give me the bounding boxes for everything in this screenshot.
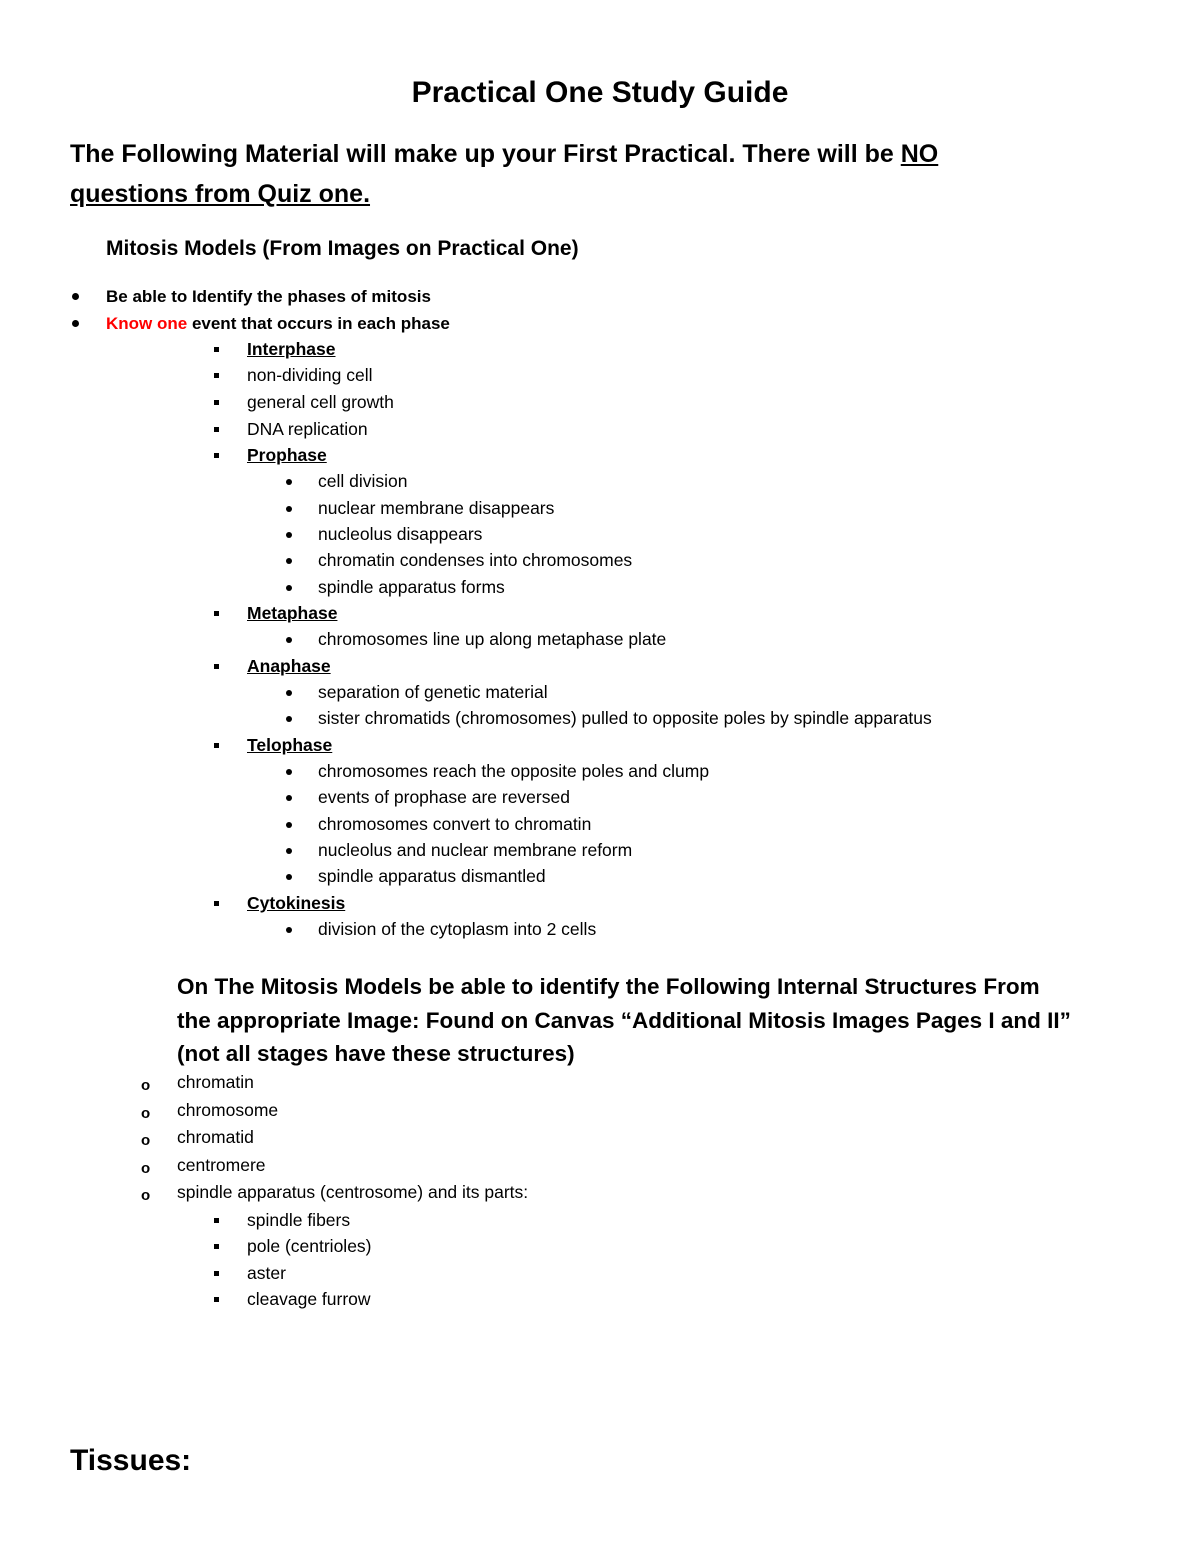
anaphase-item: separation of genetic material <box>318 682 548 702</box>
structure-item: chromatin <box>177 1072 254 1092</box>
phase-anaphase: Anaphase <box>247 656 331 676</box>
circle-bullet-icon: o <box>141 1160 151 1177</box>
telophase-item: chromosomes convert to chromatin <box>318 814 592 834</box>
cytokinesis-item: division of the cytoplasm into 2 cells <box>318 919 597 939</box>
interphase-item: DNA replication <box>247 419 368 439</box>
bullet-dot-icon <box>286 874 292 880</box>
structures-heading-line-1: On The Mitosis Models be able to identify the Following Internal Structures From <box>177 974 1040 999</box>
structure-item: chromatid <box>177 1127 254 1147</box>
prophase-item: cell division <box>318 471 408 491</box>
phase-telophase: Telophase <box>247 735 333 755</box>
bullet-dot-icon <box>286 848 292 854</box>
bullet-dot-icon <box>286 479 292 485</box>
bullet-identify-phases: Be able to Identify the phases of mitosis <box>106 287 431 306</box>
bullet-know-one <box>106 315 450 332</box>
prophase-item: nucleolus disappears <box>318 524 483 544</box>
know-one-highlight: Know one <box>106 314 188 333</box>
structures-heading-line-2: the appropriate Image: Found on Canvas “Additional Mitosis Images Pages I and II” <box>177 1008 1071 1033</box>
intro-text-2: questions from Quiz one. <box>70 180 371 208</box>
telophase-item: events of prophase are reversed <box>318 787 570 807</box>
spindle-part-item: cleavage furrow <box>247 1289 371 1309</box>
phase-metaphase: Metaphase <box>247 603 338 623</box>
phase-cytokinesis: Cytokinesis <box>247 893 346 913</box>
circle-bullet-icon: o <box>141 1132 151 1149</box>
telophase-item: spindle apparatus dismantled <box>318 866 546 886</box>
circle-bullet-icon: o <box>141 1077 151 1094</box>
bullet-dot-icon <box>286 558 292 564</box>
square-bullet-icon <box>214 1244 219 1249</box>
bullet-dot-icon <box>286 637 292 643</box>
bullet-dot-icon <box>286 716 292 722</box>
intro-no-emphasis: NO <box>900 140 939 168</box>
spindle-part-item: aster <box>247 1263 286 1283</box>
structures-heading-line-3: (not all stages have these structures) <box>177 1041 575 1066</box>
square-bullet-icon <box>214 901 219 906</box>
circle-bullet-icon: o <box>141 1187 151 1204</box>
bullet-dot-icon <box>286 532 292 538</box>
square-bullet-icon <box>214 611 219 616</box>
square-bullet-icon <box>214 453 219 458</box>
metaphase-item: chromosomes line up along metaphase plate <box>318 629 667 649</box>
phase-interphase: Interphase <box>247 339 336 359</box>
intro-line-1 <box>70 142 938 167</box>
bullet-dot-icon <box>286 585 292 591</box>
anaphase-item: sister chromatids (chromosomes) pulled to opposite poles by spindle apparatus <box>318 708 932 728</box>
interphase-item: general cell growth <box>247 392 394 412</box>
square-bullet-icon <box>214 1271 219 1276</box>
structure-item: spindle apparatus (centrosome) and its parts: <box>177 1182 529 1202</box>
tissues-heading: Tissues: <box>70 1444 192 1477</box>
square-bullet-icon <box>214 664 219 669</box>
square-bullet-icon <box>214 743 219 748</box>
square-bullet-icon <box>214 373 219 378</box>
square-bullet-icon <box>214 400 219 405</box>
bullet-dot-icon <box>72 293 79 300</box>
circle-bullet-icon: o <box>141 1105 151 1122</box>
bullet-dot-icon <box>286 927 292 933</box>
interphase-item: non-dividing cell <box>247 365 373 385</box>
square-bullet-icon <box>214 347 219 352</box>
page-title: Practical One Study Guide <box>411 76 789 109</box>
section-heading: Mitosis Models (From Images on Practical One) <box>106 237 579 260</box>
intro-line-2 <box>70 182 370 207</box>
bullet-dot-icon <box>286 690 292 696</box>
bullet-dot-icon <box>286 795 292 801</box>
phase-prophase: Prophase <box>247 445 327 465</box>
intro-text: The Following Material will make up your First Practical. There will be <box>70 140 901 168</box>
structure-item: chromosome <box>177 1100 279 1120</box>
prophase-item: nuclear membrane disappears <box>318 498 555 518</box>
square-bullet-icon <box>214 427 219 432</box>
telophase-item: nucleolus and nuclear membrane reform <box>318 840 633 860</box>
bullet-dot-icon <box>286 506 292 512</box>
prophase-item: spindle apparatus forms <box>318 577 505 597</box>
know-one-rest: event that occurs in each phase <box>187 314 450 333</box>
square-bullet-icon <box>214 1218 219 1223</box>
bullet-dot-icon <box>286 822 292 828</box>
bullet-dot-icon <box>286 769 292 775</box>
spindle-part-item: spindle fibers <box>247 1210 351 1230</box>
bullet-dot-icon <box>72 320 79 327</box>
square-bullet-icon <box>214 1297 219 1302</box>
telophase-item: chromosomes reach the opposite poles and clump <box>318 761 710 781</box>
structure-item: centromere <box>177 1155 266 1175</box>
spindle-part-item: pole (centrioles) <box>247 1236 372 1256</box>
prophase-item: chromatin condenses into chromosomes <box>318 550 633 570</box>
